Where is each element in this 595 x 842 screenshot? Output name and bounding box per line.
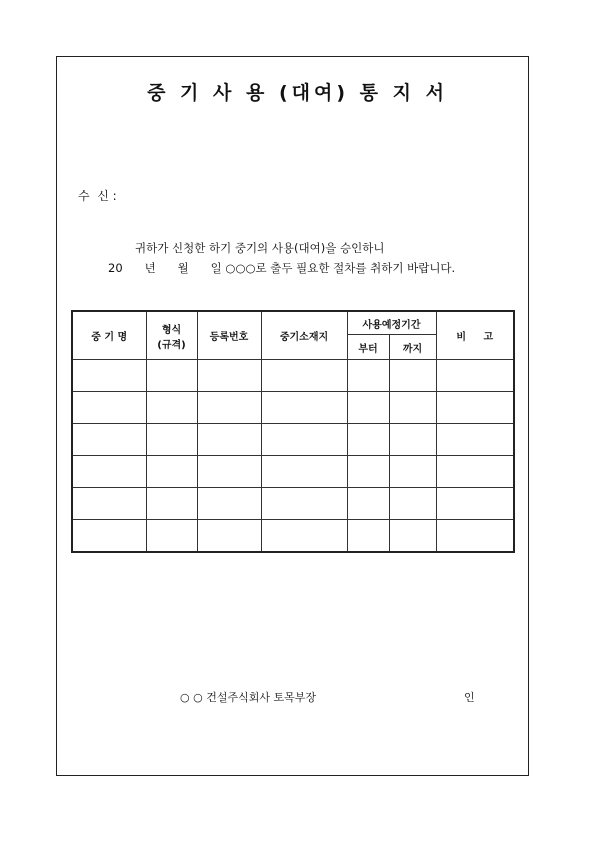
- recipient-label: 수 신 :: [78, 189, 117, 203]
- table-cell[interactable]: [72, 456, 146, 488]
- table-cell[interactable]: [261, 360, 347, 392]
- table-cell[interactable]: [389, 456, 436, 488]
- header-model-line1: 형식: [161, 324, 182, 336]
- table-cell[interactable]: [72, 392, 146, 424]
- table-cell[interactable]: [347, 488, 389, 520]
- table-row: [72, 456, 514, 488]
- table-cell[interactable]: [389, 488, 436, 520]
- table-cell[interactable]: [347, 520, 389, 553]
- table-body: [72, 360, 514, 553]
- header-period-from: 부터: [347, 335, 389, 360]
- document-title: 중 기 사 용 (대여) 통 지 서: [147, 82, 448, 104]
- header-remarks: 비 고: [436, 311, 514, 360]
- table-cell[interactable]: [72, 360, 146, 392]
- table-row: [72, 488, 514, 520]
- table-cell[interactable]: [436, 520, 514, 553]
- table-cell[interactable]: [389, 392, 436, 424]
- table-cell[interactable]: [197, 392, 261, 424]
- table-cell[interactable]: [347, 360, 389, 392]
- table-cell[interactable]: [436, 360, 514, 392]
- header-model: [146, 311, 197, 360]
- table-cell[interactable]: [146, 360, 197, 392]
- table-cell[interactable]: [146, 520, 197, 553]
- table-cell[interactable]: [146, 456, 197, 488]
- table-cell[interactable]: [436, 456, 514, 488]
- issuer-name: ○ ○ 건설주식회사 토목부장: [180, 691, 316, 704]
- table-row: [72, 360, 514, 392]
- header-equipment-name: 중 기 명: [72, 311, 146, 360]
- table-cell[interactable]: [261, 392, 347, 424]
- table-cell[interactable]: [72, 424, 146, 456]
- table-cell[interactable]: [261, 424, 347, 456]
- table-cell[interactable]: [146, 488, 197, 520]
- table-cell[interactable]: [389, 424, 436, 456]
- header-usage-period: 사용예정기간: [347, 311, 436, 335]
- table-cell[interactable]: [197, 424, 261, 456]
- equipment-table: [71, 310, 515, 553]
- table-cell[interactable]: [197, 456, 261, 488]
- table-row: [72, 392, 514, 424]
- table-cell[interactable]: [261, 520, 347, 553]
- table-cell[interactable]: [146, 392, 197, 424]
- table-cell[interactable]: [197, 360, 261, 392]
- table-cell[interactable]: [436, 424, 514, 456]
- table-cell[interactable]: [389, 360, 436, 392]
- table-cell[interactable]: [347, 392, 389, 424]
- table-cell[interactable]: [146, 424, 197, 456]
- header-location: 중기소재지: [261, 311, 347, 360]
- table-row: [72, 424, 514, 456]
- table-cell[interactable]: [389, 520, 436, 553]
- table-cell[interactable]: [72, 520, 146, 553]
- table-cell[interactable]: [347, 424, 389, 456]
- body-text-line-1: 귀하가 신청한 하기 중기의 사용(대여)을 승인하니: [135, 241, 385, 255]
- body-text-line-2: 20 년 월 일 ○○○로 출두 필요한 절차를 취하기 바랍니다.: [108, 261, 456, 275]
- table-cell[interactable]: [197, 520, 261, 553]
- table-cell[interactable]: [197, 488, 261, 520]
- table-cell[interactable]: [72, 488, 146, 520]
- header-registration-number: 등록번호: [197, 311, 261, 360]
- table-row: [72, 520, 514, 553]
- header-model-line2: (규격): [157, 339, 186, 351]
- table-cell[interactable]: [436, 488, 514, 520]
- table-cell[interactable]: [261, 488, 347, 520]
- table-cell[interactable]: [261, 456, 347, 488]
- table-cell[interactable]: [436, 392, 514, 424]
- table-cell[interactable]: [347, 456, 389, 488]
- seal-mark: 인: [464, 691, 475, 704]
- header-period-to: 까지: [389, 335, 436, 360]
